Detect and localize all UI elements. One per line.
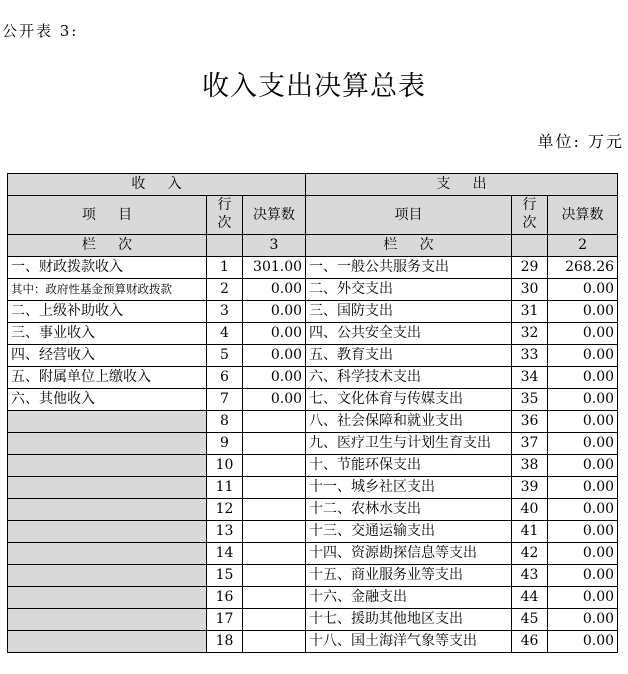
expense-item-name: 十六、金融支出 [306, 587, 512, 609]
income-item-header: 项 目 [8, 196, 207, 235]
expense-line-number: 36 [512, 411, 548, 433]
unit-label: 单位: 万元 [537, 132, 624, 151]
expense-line-number: 35 [512, 389, 548, 411]
income-item-name [8, 631, 207, 653]
income-item-name: 五、附属单位上缴收入 [8, 367, 207, 389]
expense-line-number: 29 [512, 257, 548, 279]
income-amount: 0.00 [243, 367, 306, 389]
column-header-row [8, 196, 618, 235]
expense-line-number: 30 [512, 279, 548, 301]
income-amount [243, 455, 306, 477]
expense-amount: 0.00 [548, 587, 618, 609]
income-line-number: 1 [207, 257, 243, 279]
expense-item-header: 项目 [306, 196, 512, 235]
expense-line-number: 41 [512, 521, 548, 543]
expense-line-number: 39 [512, 477, 548, 499]
income-amount: 0.00 [243, 301, 306, 323]
expense-amount: 0.00 [548, 499, 618, 521]
income-line-number: 15 [207, 565, 243, 587]
expense-item-name: 九、医疗卫生与计划生育支出 [306, 433, 512, 455]
income-item-name [8, 411, 207, 433]
income-line-number: 9 [207, 433, 243, 455]
income-item-name [8, 499, 207, 521]
table-row [8, 499, 618, 521]
table-row [8, 257, 618, 279]
expense-line-number: 43 [512, 565, 548, 587]
table-row [8, 279, 618, 301]
table-row [8, 323, 618, 345]
expense-index-col: 2 [548, 235, 618, 257]
expense-line-number: 34 [512, 367, 548, 389]
expense-item-name: 三、国防支出 [306, 301, 512, 323]
income-line-number: 13 [207, 521, 243, 543]
expense-line-number: 45 [512, 609, 548, 631]
expense-item-name: 八、社会保障和就业支出 [306, 411, 512, 433]
expense-line-number: 31 [512, 301, 548, 323]
income-amount [243, 565, 306, 587]
expense-line-number: 32 [512, 323, 548, 345]
table-row [8, 455, 618, 477]
income-item-name [8, 543, 207, 565]
income-amount: 0.00 [243, 279, 306, 301]
expense-line-number: 37 [512, 433, 548, 455]
expense-amount: 0.00 [548, 433, 618, 455]
table-row [8, 521, 618, 543]
expense-amount: 0.00 [548, 631, 618, 653]
income-amount [243, 433, 306, 455]
income-index-label: 栏 次 [8, 235, 207, 257]
expense-section-header: 支 出 [306, 174, 618, 196]
expense-item-name: 十五、商业服务业等支出 [306, 565, 512, 587]
income-line-number: 5 [207, 345, 243, 367]
table-row [8, 631, 618, 653]
income-amount [243, 631, 306, 653]
income-item-name [8, 477, 207, 499]
expense-amount: 0.00 [548, 345, 618, 367]
table-row [8, 609, 618, 631]
expense-line-number: 44 [512, 587, 548, 609]
expense-index-line [512, 235, 548, 257]
income-line-number: 18 [207, 631, 243, 653]
expense-line-number: 40 [512, 499, 548, 521]
income-item-name [8, 609, 207, 631]
expense-item-name: 五、教育支出 [306, 345, 512, 367]
income-line-number: 7 [207, 389, 243, 411]
expense-amount: 0.00 [548, 279, 618, 301]
expense-amount: 0.00 [548, 323, 618, 345]
expense-amount: 0.00 [548, 301, 618, 323]
expense-amount: 0.00 [548, 609, 618, 631]
income-item-name [8, 455, 207, 477]
expense-item-name: 四、公共安全支出 [306, 323, 512, 345]
income-item-name [8, 521, 207, 543]
table-row [8, 301, 618, 323]
expense-amount: 268.26 [548, 257, 618, 279]
income-amount [243, 587, 306, 609]
table-row [8, 389, 618, 411]
expense-line-number: 33 [512, 345, 548, 367]
income-line-number: 10 [207, 455, 243, 477]
income-line-number: 17 [207, 609, 243, 631]
income-amount [243, 521, 306, 543]
expense-item-name: 七、文化体育与传媒支出 [306, 389, 512, 411]
income-item-name [8, 433, 207, 455]
income-amount: 0.00 [243, 345, 306, 367]
income-amount [243, 411, 306, 433]
income-amount-header: 决算数 [243, 196, 306, 235]
expense-amount: 0.00 [548, 411, 618, 433]
income-line-number: 6 [207, 367, 243, 389]
income-line-number: 14 [207, 543, 243, 565]
income-amount [243, 609, 306, 631]
expense-item-name: 十、节能环保支出 [306, 455, 512, 477]
income-index-col: 3 [243, 235, 306, 257]
income-line-number: 3 [207, 301, 243, 323]
expense-line-number: 46 [512, 631, 548, 653]
expense-amount: 0.00 [548, 565, 618, 587]
expense-item-name: 十七、援助其他地区支出 [306, 609, 512, 631]
income-index-line [207, 235, 243, 257]
income-amount: 0.00 [243, 323, 306, 345]
income-section-header: 收 入 [8, 174, 306, 196]
expense-item-name: 十四、资源勘探信息等支出 [306, 543, 512, 565]
section-header-row [8, 174, 618, 196]
income-line-number: 12 [207, 499, 243, 521]
expense-item-name: 十一、城乡社区支出 [306, 477, 512, 499]
expense-amount: 0.00 [548, 367, 618, 389]
expense-line-header: 行次 [512, 196, 548, 235]
expense-item-name: 一、一般公共服务支出 [306, 257, 512, 279]
income-item-name: 二、上级补助收入 [8, 301, 207, 323]
income-line-number: 11 [207, 477, 243, 499]
page-title: 收入支出决算总表 [202, 71, 426, 102]
income-line-number: 2 [207, 279, 243, 301]
expense-amount-header: 决算数 [548, 196, 618, 235]
expense-amount: 0.00 [548, 455, 618, 477]
expense-item-name: 二、外交支出 [306, 279, 512, 301]
income-amount [243, 543, 306, 565]
income-expense-table [7, 173, 618, 653]
table-row [8, 433, 618, 455]
income-amount: 301.00 [243, 257, 306, 279]
income-amount: 0.00 [243, 389, 306, 411]
expense-amount: 0.00 [548, 543, 618, 565]
income-line-number: 16 [207, 587, 243, 609]
income-line-header: 行次 [207, 196, 243, 235]
income-item-name: 四、经营收入 [8, 345, 207, 367]
expense-amount: 0.00 [548, 389, 618, 411]
document-label: 公开表 3: [2, 22, 79, 40]
income-item-name [8, 587, 207, 609]
table-row [8, 565, 618, 587]
income-item-name: 三、事业收入 [8, 323, 207, 345]
income-item-name [8, 565, 207, 587]
expense-amount: 0.00 [548, 477, 618, 499]
expense-line-number: 42 [512, 543, 548, 565]
expense-amount: 0.00 [548, 521, 618, 543]
table-row [8, 411, 618, 433]
income-item-name: 其中：政府性基金预算财政拨款 [8, 279, 207, 301]
expense-item-name: 六、科学技术支出 [306, 367, 512, 389]
expense-item-name: 十三、交通运输支出 [306, 521, 512, 543]
expense-line-number: 38 [512, 455, 548, 477]
table-row [8, 345, 618, 367]
table-row [8, 543, 618, 565]
income-item-name: 六、其他收入 [8, 389, 207, 411]
income-line-number: 8 [207, 411, 243, 433]
expense-item-name: 十八、国土海洋气象等支出 [306, 631, 512, 653]
income-amount [243, 499, 306, 521]
table-row [8, 477, 618, 499]
expense-item-name: 十二、农林水支出 [306, 499, 512, 521]
column-index-row [8, 235, 618, 257]
expense-index-label: 栏 次 [306, 235, 512, 257]
income-line-number: 4 [207, 323, 243, 345]
table-row [8, 367, 618, 389]
income-amount [243, 477, 306, 499]
table-row [8, 587, 618, 609]
income-item-name: 一、财政拨款收入 [8, 257, 207, 279]
